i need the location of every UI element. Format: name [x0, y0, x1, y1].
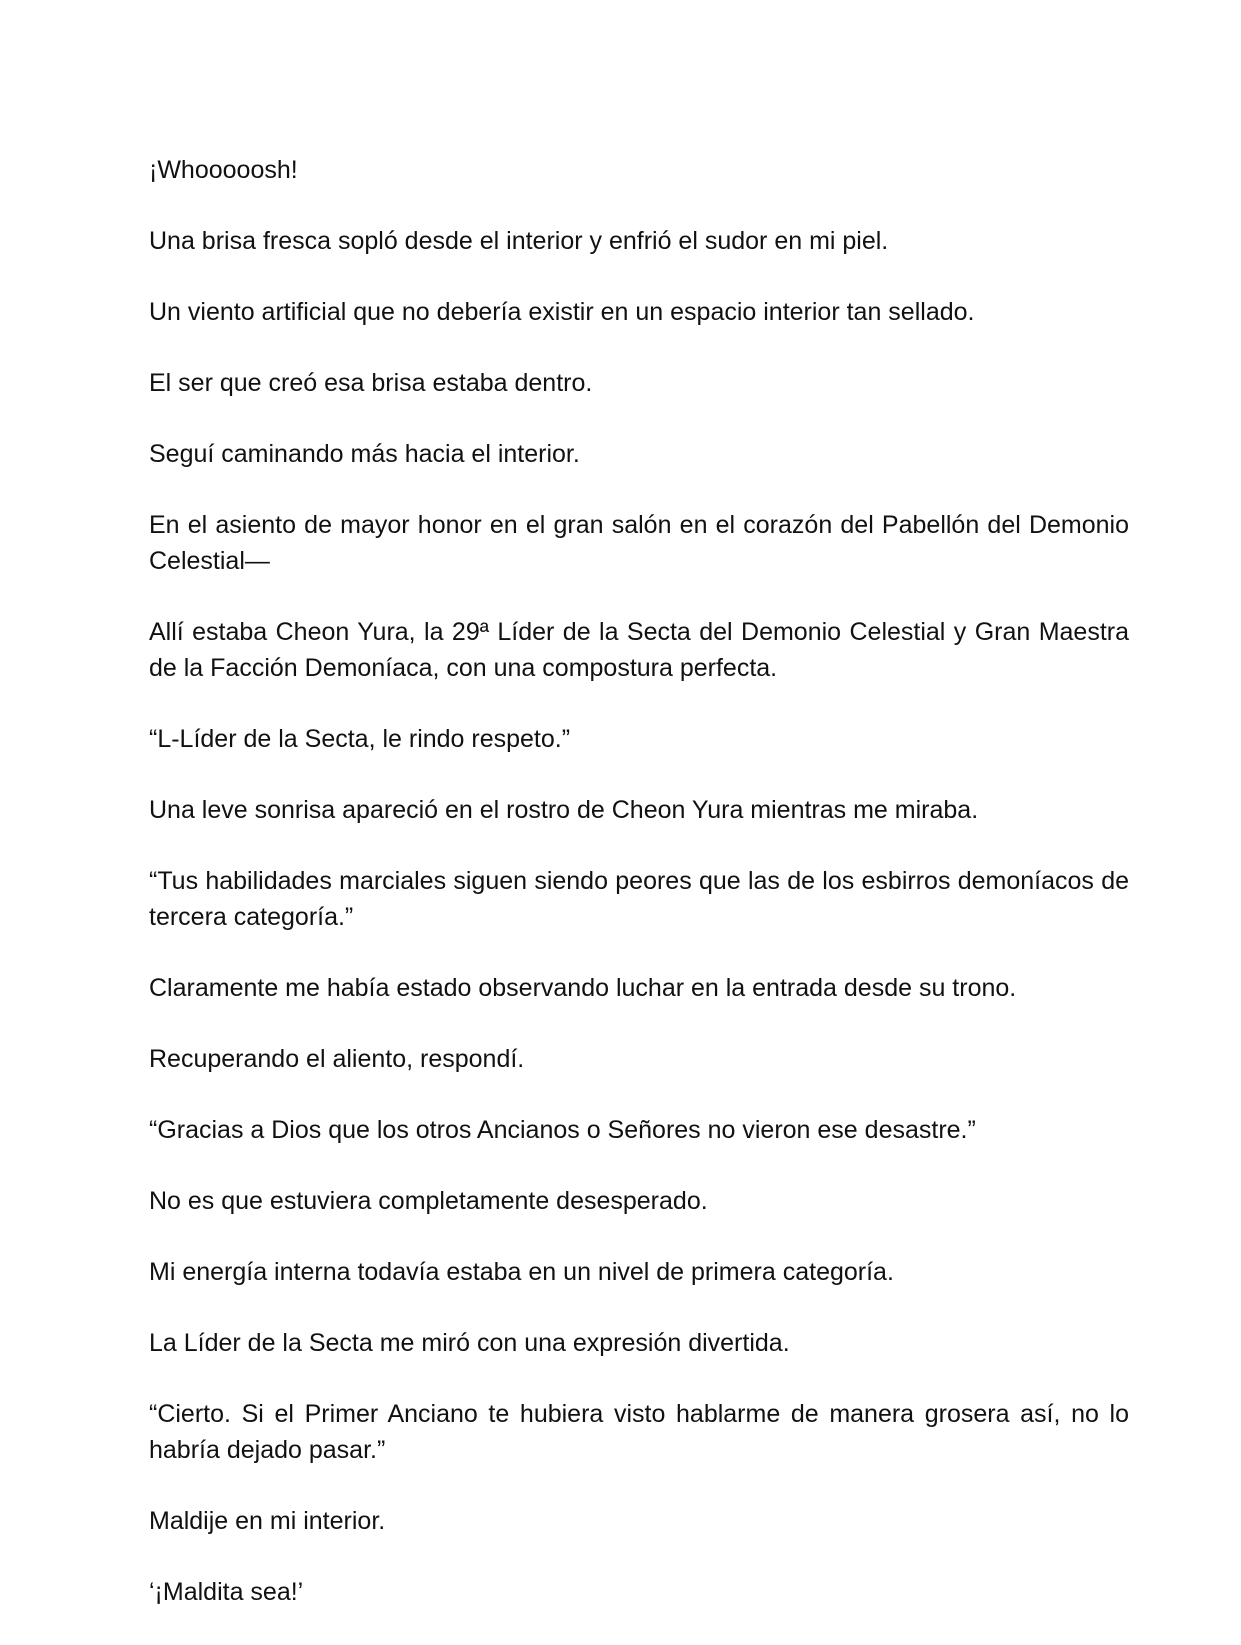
paragraph: Seguí caminando más hacia el interior.: [149, 440, 580, 468]
paragraph: Una leve sonrisa apareció en el rostro de Cheon Yura mientras me miraba.: [149, 796, 979, 824]
paragraph: En el asiento de mayor honor en el gran salón en el corazón del Pabellón del Demonio Celestial—: [149, 511, 1129, 575]
paragraph: ‘¡Maldita sea!’: [149, 1578, 304, 1606]
paragraph: Mi energía interna todavía estaba en un nivel de primera categoría.: [149, 1258, 894, 1286]
paragraph: “L-Líder de la Secta, le rindo respeto.”: [149, 725, 571, 753]
paragraph: Maldije en mi interior.: [149, 1507, 386, 1535]
paragraph: La Líder de la Secta me miró con una expresión divertida.: [149, 1329, 790, 1357]
paragraph: “Cierto. Si el Primer Anciano te hubiera visto hablarme de manera grosera así, no lo habría dejado pasar.”: [149, 1400, 1129, 1464]
paragraph: Claramente me había estado observando luchar en la entrada desde su trono.: [149, 974, 1017, 1002]
document-body: [149, 152, 1129, 1645]
paragraph: ¡Whooooosh!: [149, 156, 298, 184]
paragraph: No es que estuviera completamente desesperado.: [149, 1187, 708, 1215]
paragraph: Recuperando el aliento, respondí.: [149, 1045, 525, 1073]
paragraph: “Gracias a Dios que los otros Ancianos o Señores no vieron ese desastre.”: [149, 1116, 976, 1144]
paragraph: “Tus habilidades marciales siguen siendo peores que las de los esbirros demoníacos de tercera categoría.”: [149, 867, 1129, 931]
paragraph: Un viento artificial que no debería existir en un espacio interior tan sellado.: [149, 298, 975, 326]
paragraph: Una brisa fresca sopló desde el interior y enfrió el sudor en mi piel.: [149, 227, 889, 255]
paragraph: Allí estaba Cheon Yura, la 29ª Líder de la Secta del Demonio Celestial y Gran Maestra de la Facción Demoníaca, con una compostura perfecta.: [149, 618, 1129, 682]
paragraph: El ser que creó esa brisa estaba dentro.: [149, 369, 593, 397]
